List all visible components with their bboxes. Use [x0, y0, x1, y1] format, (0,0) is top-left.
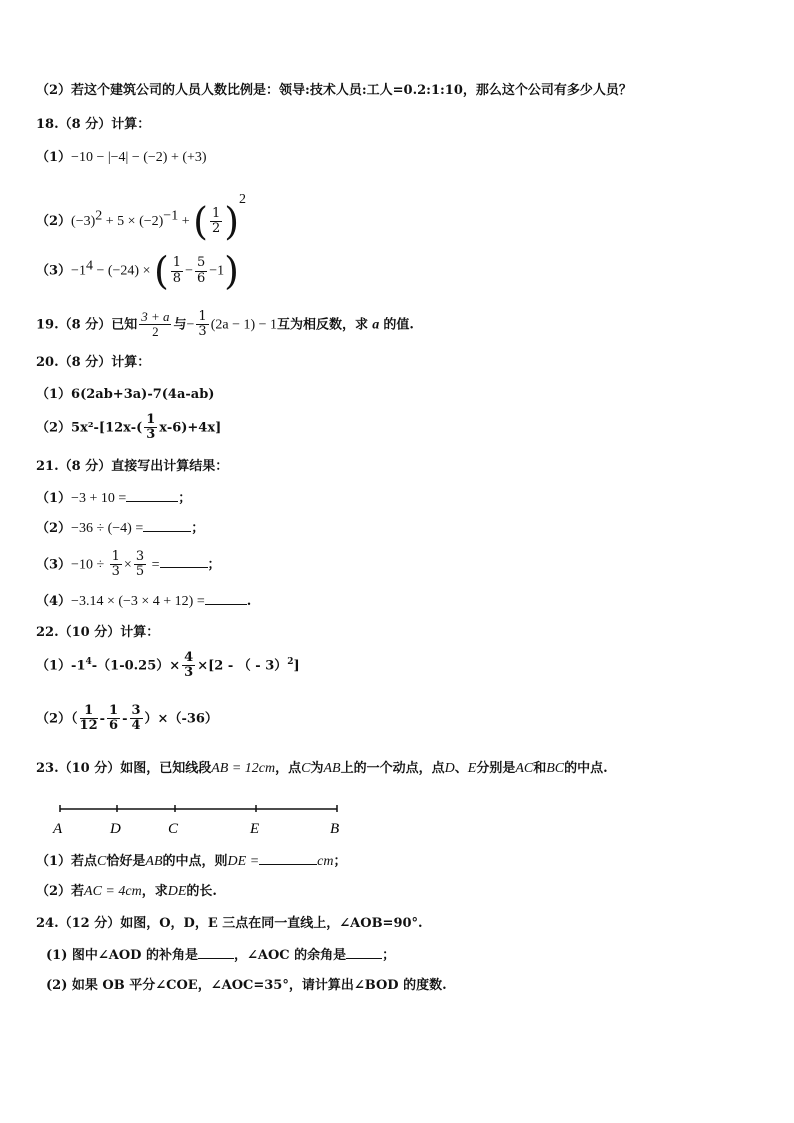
- q21-header: 21.（8 分）直接写出计算结果：: [36, 459, 229, 474]
- q21-part3: （3）−10 ÷ $\frac{1}{3}$ × $\frac{3}{5}$ = ；: [36, 549, 221, 580]
- fraction: $\frac{3}{5}$: [135, 549, 145, 580]
- fraction: $\frac{1}{8}$: [172, 255, 182, 286]
- point-label-e: E: [250, 821, 260, 837]
- q20-part2: （2）5x²-[12x-( $\frac{1}{3}$ x-6)+4x]: [36, 412, 222, 443]
- q22-part1: $(1)-1^4-(1-0.25)\times$ $\frac{4}{3}$ ×[2 - （ - 3）$^2$]: [36, 650, 300, 681]
- fraction: $\frac{1}{3}$: [198, 309, 207, 340]
- point-label-a: A: [53, 821, 63, 837]
- q18-part1: （1）−10 − |−4| − (−2) + (+3): [36, 150, 207, 165]
- fraction: $\frac{1}{3}$: [111, 549, 120, 580]
- answer-blank[interactable]: [126, 491, 178, 502]
- point-label-d: D: [110, 821, 121, 837]
- answer-blank[interactable]: [205, 594, 247, 605]
- q24-part2: (2) 如果 OB 平分∠COE，∠AOC=35°，请计算出∠BOD 的度数.: [46, 978, 447, 993]
- answer-blank[interactable]: [143, 521, 191, 532]
- q18-part2: $(2)(-3)^2 + 5 \times (-2)^{-1}$ + ( $\frac{1}{2}$ )$^2$: [36, 192, 247, 244]
- fraction: $\frac{4}{3}$: [184, 650, 194, 681]
- answer-blank[interactable]: [346, 948, 382, 959]
- fraction: $\frac{1}{2}$: [211, 205, 221, 236]
- q21-part1: （1）−3 + 10 = ；: [36, 491, 192, 506]
- answer-blank[interactable]: [259, 854, 317, 865]
- point-label-b: B: [330, 821, 340, 837]
- q18-part3: $(3)-1^4 - (-24)$ × ( $\frac{1}{8}$ − $\frac{5}{6}$ −1): [36, 249, 239, 293]
- q22-header: 22.（10 分）计算：: [36, 625, 160, 640]
- point-label-c: C: [168, 821, 179, 837]
- q20-header: 20.（8 分）计算：: [36, 355, 151, 370]
- fraction: $\frac{1}{3}$: [146, 412, 156, 443]
- q23-part1: （1）若点C恰好是AB的中点，则DE = cm；: [36, 854, 347, 869]
- q20-part1: （1）6(2ab+3a)-7(4a-ab): [36, 387, 215, 402]
- answer-blank[interactable]: [198, 948, 234, 959]
- q24-header: 24.（12 分）如图，O，D，E 三点在同一直线上，∠AOB=90°.: [36, 916, 423, 931]
- fraction: $\frac{1}{12}$: [79, 703, 98, 734]
- fraction: $\frac{3 + a}{2}$: [141, 309, 170, 340]
- q24-part1: (1) 图中∠AOD 的补角是 ，∠AOC 的余角是 ；: [46, 948, 396, 963]
- q17-part2: （2）若这个建筑公司的人员人数比例是：领导:技术人员:工人=0.2:1:10，那么这个公司有多少人员？: [36, 83, 632, 98]
- fraction: $\frac{1}{6}$: [109, 703, 119, 734]
- q23-header: 23.（10 分）如图，已知线段AB = 12cm，点C为AB上的一个动点，点D、E分别是AC和BC的中点.: [36, 761, 608, 776]
- q19: 19.（8 分）已知 $\frac{3 + a}{2}$ 与− $\frac{1}{3}$ (2a − 1) − 1互为相反数，求 a 的值.: [36, 309, 414, 340]
- fraction: $\frac{3}{4}$: [131, 703, 141, 734]
- q22-part2: （2）（ $\frac{1}{12}$ - $\frac{1}{6}$ - $\frac{3}{4}$ ）×（-36）: [36, 703, 218, 734]
- answer-blank[interactable]: [160, 557, 208, 568]
- fraction: $\frac{5}{6}$: [196, 255, 206, 286]
- q21-part4: （4）−3.14 × (−3 × 4 + 12) = .: [36, 594, 252, 609]
- segment-figure: [50, 800, 350, 840]
- q23-part2: （2）若AC = 4cm，求DE的长.: [36, 884, 217, 899]
- q21-part2: （2）−36 ÷ (−4) = ；: [36, 521, 205, 536]
- q18-header: 18.（8 分）计算：: [36, 117, 151, 132]
